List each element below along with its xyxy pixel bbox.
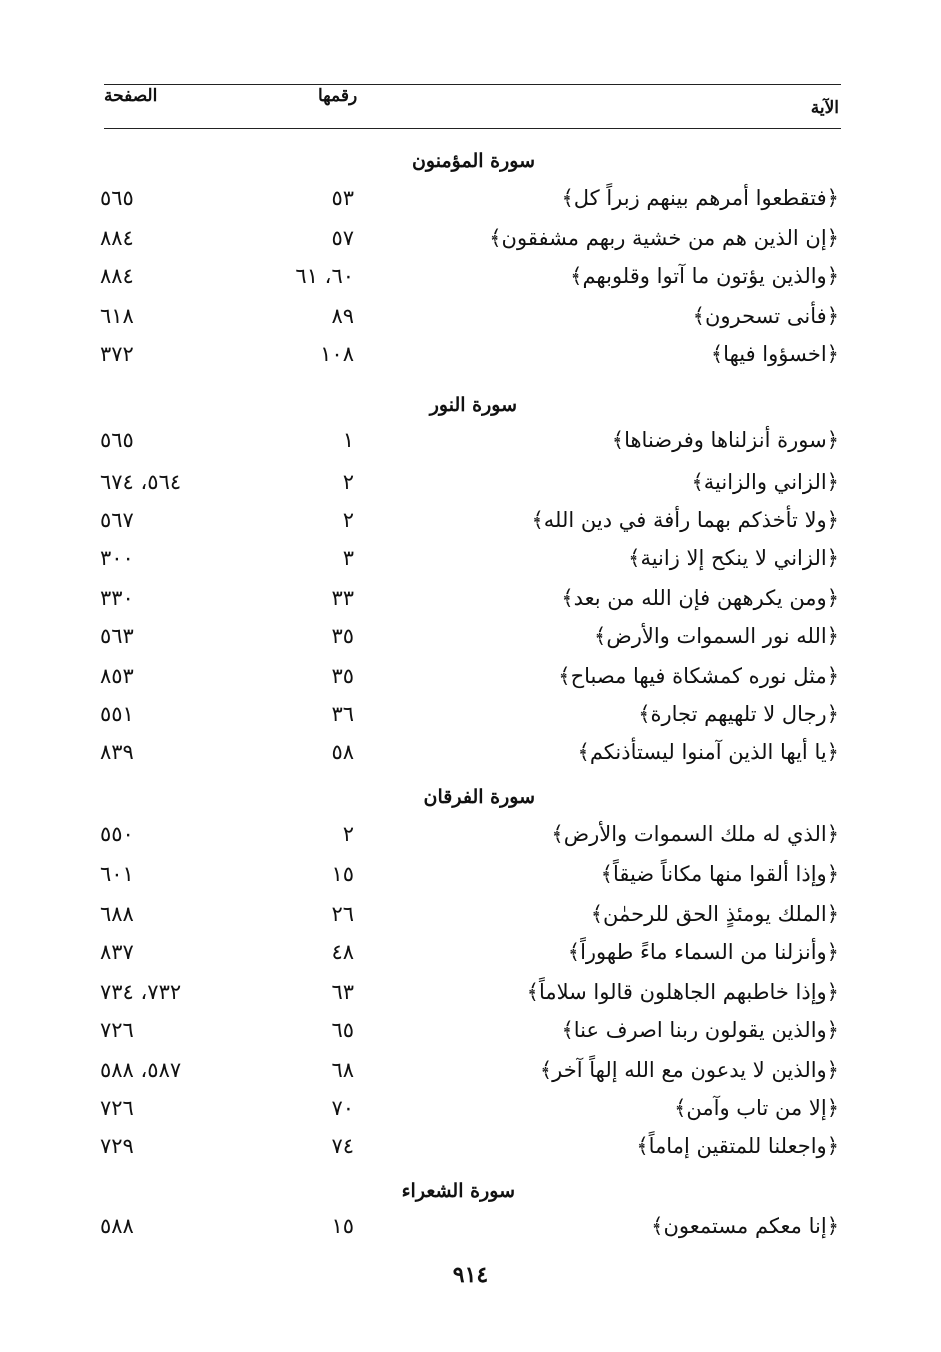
verse-text: ﴿إن الذين هم من خشية ربهم مشفقون﴾ xyxy=(489,226,839,250)
verse-text: ﴿رجال لا تلهيهم تجارة﴾ xyxy=(638,702,839,726)
verse-number: ١٥ xyxy=(331,1214,354,1238)
verse-text: ﴿والذين يؤتون ما آتوا وقلوبهم﴾ xyxy=(570,264,839,288)
verse-text: ﴿يا أيها الذين آمنوا ليستأذنكم﴾ xyxy=(577,740,839,764)
verse-number: ٣ xyxy=(342,546,354,570)
page-reference: ٧٢٦ xyxy=(100,1096,134,1120)
header-bottom-rule xyxy=(104,128,841,129)
verse-number: ٦٨ xyxy=(331,1058,354,1082)
page-reference: ٨٨٤ xyxy=(100,226,134,250)
index-row xyxy=(0,264,941,300)
page-reference: ٥٦٥ xyxy=(100,186,134,210)
verse-number: ٣٣ xyxy=(331,586,354,610)
page-reference: ٨٥٣ xyxy=(100,664,134,688)
index-row xyxy=(0,342,941,378)
index-row xyxy=(0,822,941,858)
index-row xyxy=(0,586,941,622)
verse-number: ٦٣ xyxy=(331,980,354,1004)
page-reference: ٦٠١ xyxy=(100,862,134,886)
column-header-verse: الآية xyxy=(810,98,839,118)
index-row xyxy=(0,508,941,544)
verse-number: ٢٦ xyxy=(331,902,354,926)
verse-text: ﴿الملك يومئذٍ الحق للرحمٰن﴾ xyxy=(590,902,839,926)
surah-title: سورة المؤمنون xyxy=(411,150,535,172)
verse-text: ﴿سورة أنزلناها وفرضناها﴾ xyxy=(611,428,839,452)
verse-text: ﴿وأنزلنا من السماء ماءً طهوراً﴾ xyxy=(567,940,839,964)
verse-number: ٥٧ xyxy=(331,226,354,250)
verse-text: ﴿واجعلنا للمتقين إماماً﴾ xyxy=(636,1134,839,1158)
verse-number: ٧٠ xyxy=(331,1096,354,1120)
verse-text: ﴿فأنى تسحرون﴾ xyxy=(692,304,839,328)
page-reference: ٥٦٤، ٦٧٤ xyxy=(100,470,182,494)
page-reference: ٧٣٢، ٧٣٤ xyxy=(100,980,182,1004)
verse-text: ﴿إنا معكم مستمعون﴾ xyxy=(651,1214,839,1238)
verse-number: ٦٥ xyxy=(331,1018,354,1042)
page-reference: ٥٦٣ xyxy=(100,624,134,648)
verse-text: ﴿الذي له ملك السموات والأرض﴾ xyxy=(551,822,839,846)
page-reference: ٨٣٩ xyxy=(100,740,134,764)
index-row xyxy=(0,862,941,898)
verse-number: ١ xyxy=(342,428,354,452)
index-row xyxy=(0,664,941,700)
index-row xyxy=(0,980,941,1016)
verse-text: ﴿ومن يكرههن فإن الله من بعد﴾ xyxy=(561,586,839,610)
page-reference: ٨٨٤ xyxy=(100,264,134,288)
verse-number: ١٠٨ xyxy=(320,342,354,366)
index-row xyxy=(0,546,941,582)
verse-text: ﴿والذين يقولون ربنا اصرف عنا﴾ xyxy=(561,1018,839,1042)
index-row xyxy=(0,1134,941,1170)
page-reference: ٣٧٢ xyxy=(100,342,134,366)
verse-text: ﴿ولا تأخذكم بهما رأفة في دين الله﴾ xyxy=(531,508,839,532)
page-reference: ٥٨٨ xyxy=(100,1214,134,1238)
verse-number: ٣٥ xyxy=(331,624,354,648)
verse-number: ٢ xyxy=(342,508,354,532)
page-reference: ٣٠٠ xyxy=(100,546,134,570)
index-row xyxy=(0,740,941,776)
verse-number: ٢ xyxy=(342,822,354,846)
verse-number: ٤٨ xyxy=(331,940,354,964)
verse-number: ٢ xyxy=(342,470,354,494)
page-reference: ٧٢٩ xyxy=(100,1134,134,1158)
verse-text: ﴿الزاني والزانية﴾ xyxy=(691,470,839,494)
verse-number: ٨٩ xyxy=(331,304,354,328)
index-row xyxy=(0,624,941,660)
surah-title: سورة الشعراء xyxy=(401,1180,515,1202)
index-row xyxy=(0,1018,941,1054)
verse-text: ﴿فتقطعوا أمرهم بينهم زبراً كل﴾ xyxy=(561,186,839,210)
page-reference: ٥٥٠ xyxy=(100,822,134,846)
page-reference: ٦٨٨ xyxy=(100,902,134,926)
verse-number: ٣٦ xyxy=(331,702,354,726)
index-row xyxy=(0,186,941,222)
verse-text: ﴿وإذا ألقوا منها مكاناً ضيقاً﴾ xyxy=(600,862,839,886)
verse-text: ﴿وإذا خاطبهم الجاهلون قالوا سلاماً﴾ xyxy=(526,980,839,1004)
page-reference: ٥٥١ xyxy=(100,702,134,726)
verse-number: ٦٠، ٦١ xyxy=(295,264,354,288)
page-reference: ٧٢٦ xyxy=(100,1018,134,1042)
index-row xyxy=(0,1096,941,1132)
column-header-page: الصفحة xyxy=(104,86,158,106)
page-number: ٩١٤ xyxy=(452,1262,489,1288)
verse-number: ٧٤ xyxy=(331,1134,354,1158)
verse-number: ٥٣ xyxy=(331,186,354,210)
index-row xyxy=(0,226,941,262)
index-row xyxy=(0,902,941,938)
verse-text: ﴿الزاني لا ينكح إلا زانية﴾ xyxy=(628,546,839,570)
header-top-rule xyxy=(104,84,841,85)
verse-text: ﴿إلا من تاب وآمن﴾ xyxy=(674,1096,839,1120)
verse-text: ﴿مثل نوره كمشكاة فيها مصباح﴾ xyxy=(558,664,839,688)
index-row xyxy=(0,702,941,738)
index-row xyxy=(0,428,941,464)
index-row xyxy=(0,1058,941,1094)
verse-number: ١٥ xyxy=(331,862,354,886)
page-reference: ٥٨٧، ٥٨٨ xyxy=(100,1058,182,1082)
page-reference: ٥٦٥ xyxy=(100,428,134,452)
verse-text: ﴿الله نور السموات والأرض﴾ xyxy=(594,624,839,648)
page-reference: ٦١٨ xyxy=(100,304,134,328)
index-row xyxy=(0,940,941,976)
verse-number: ٥٨ xyxy=(331,740,354,764)
index-row xyxy=(0,470,941,506)
page-reference: ٨٣٧ xyxy=(100,940,134,964)
index-row xyxy=(0,1214,941,1250)
surah-title: سورة الفرقان xyxy=(423,786,535,808)
verse-text: ﴿والذين لا يدعون مع الله إلهاً آخر﴾ xyxy=(539,1058,839,1082)
column-header-verse-number: رقمها xyxy=(318,86,358,106)
index-row xyxy=(0,304,941,340)
page-reference: ٣٣٠ xyxy=(100,586,134,610)
verse-number: ٣٥ xyxy=(331,664,354,688)
page-reference: ٥٦٧ xyxy=(100,508,134,532)
verse-text: ﴿اخسؤوا فيها﴾ xyxy=(710,342,839,366)
surah-title: سورة النور xyxy=(429,394,517,416)
